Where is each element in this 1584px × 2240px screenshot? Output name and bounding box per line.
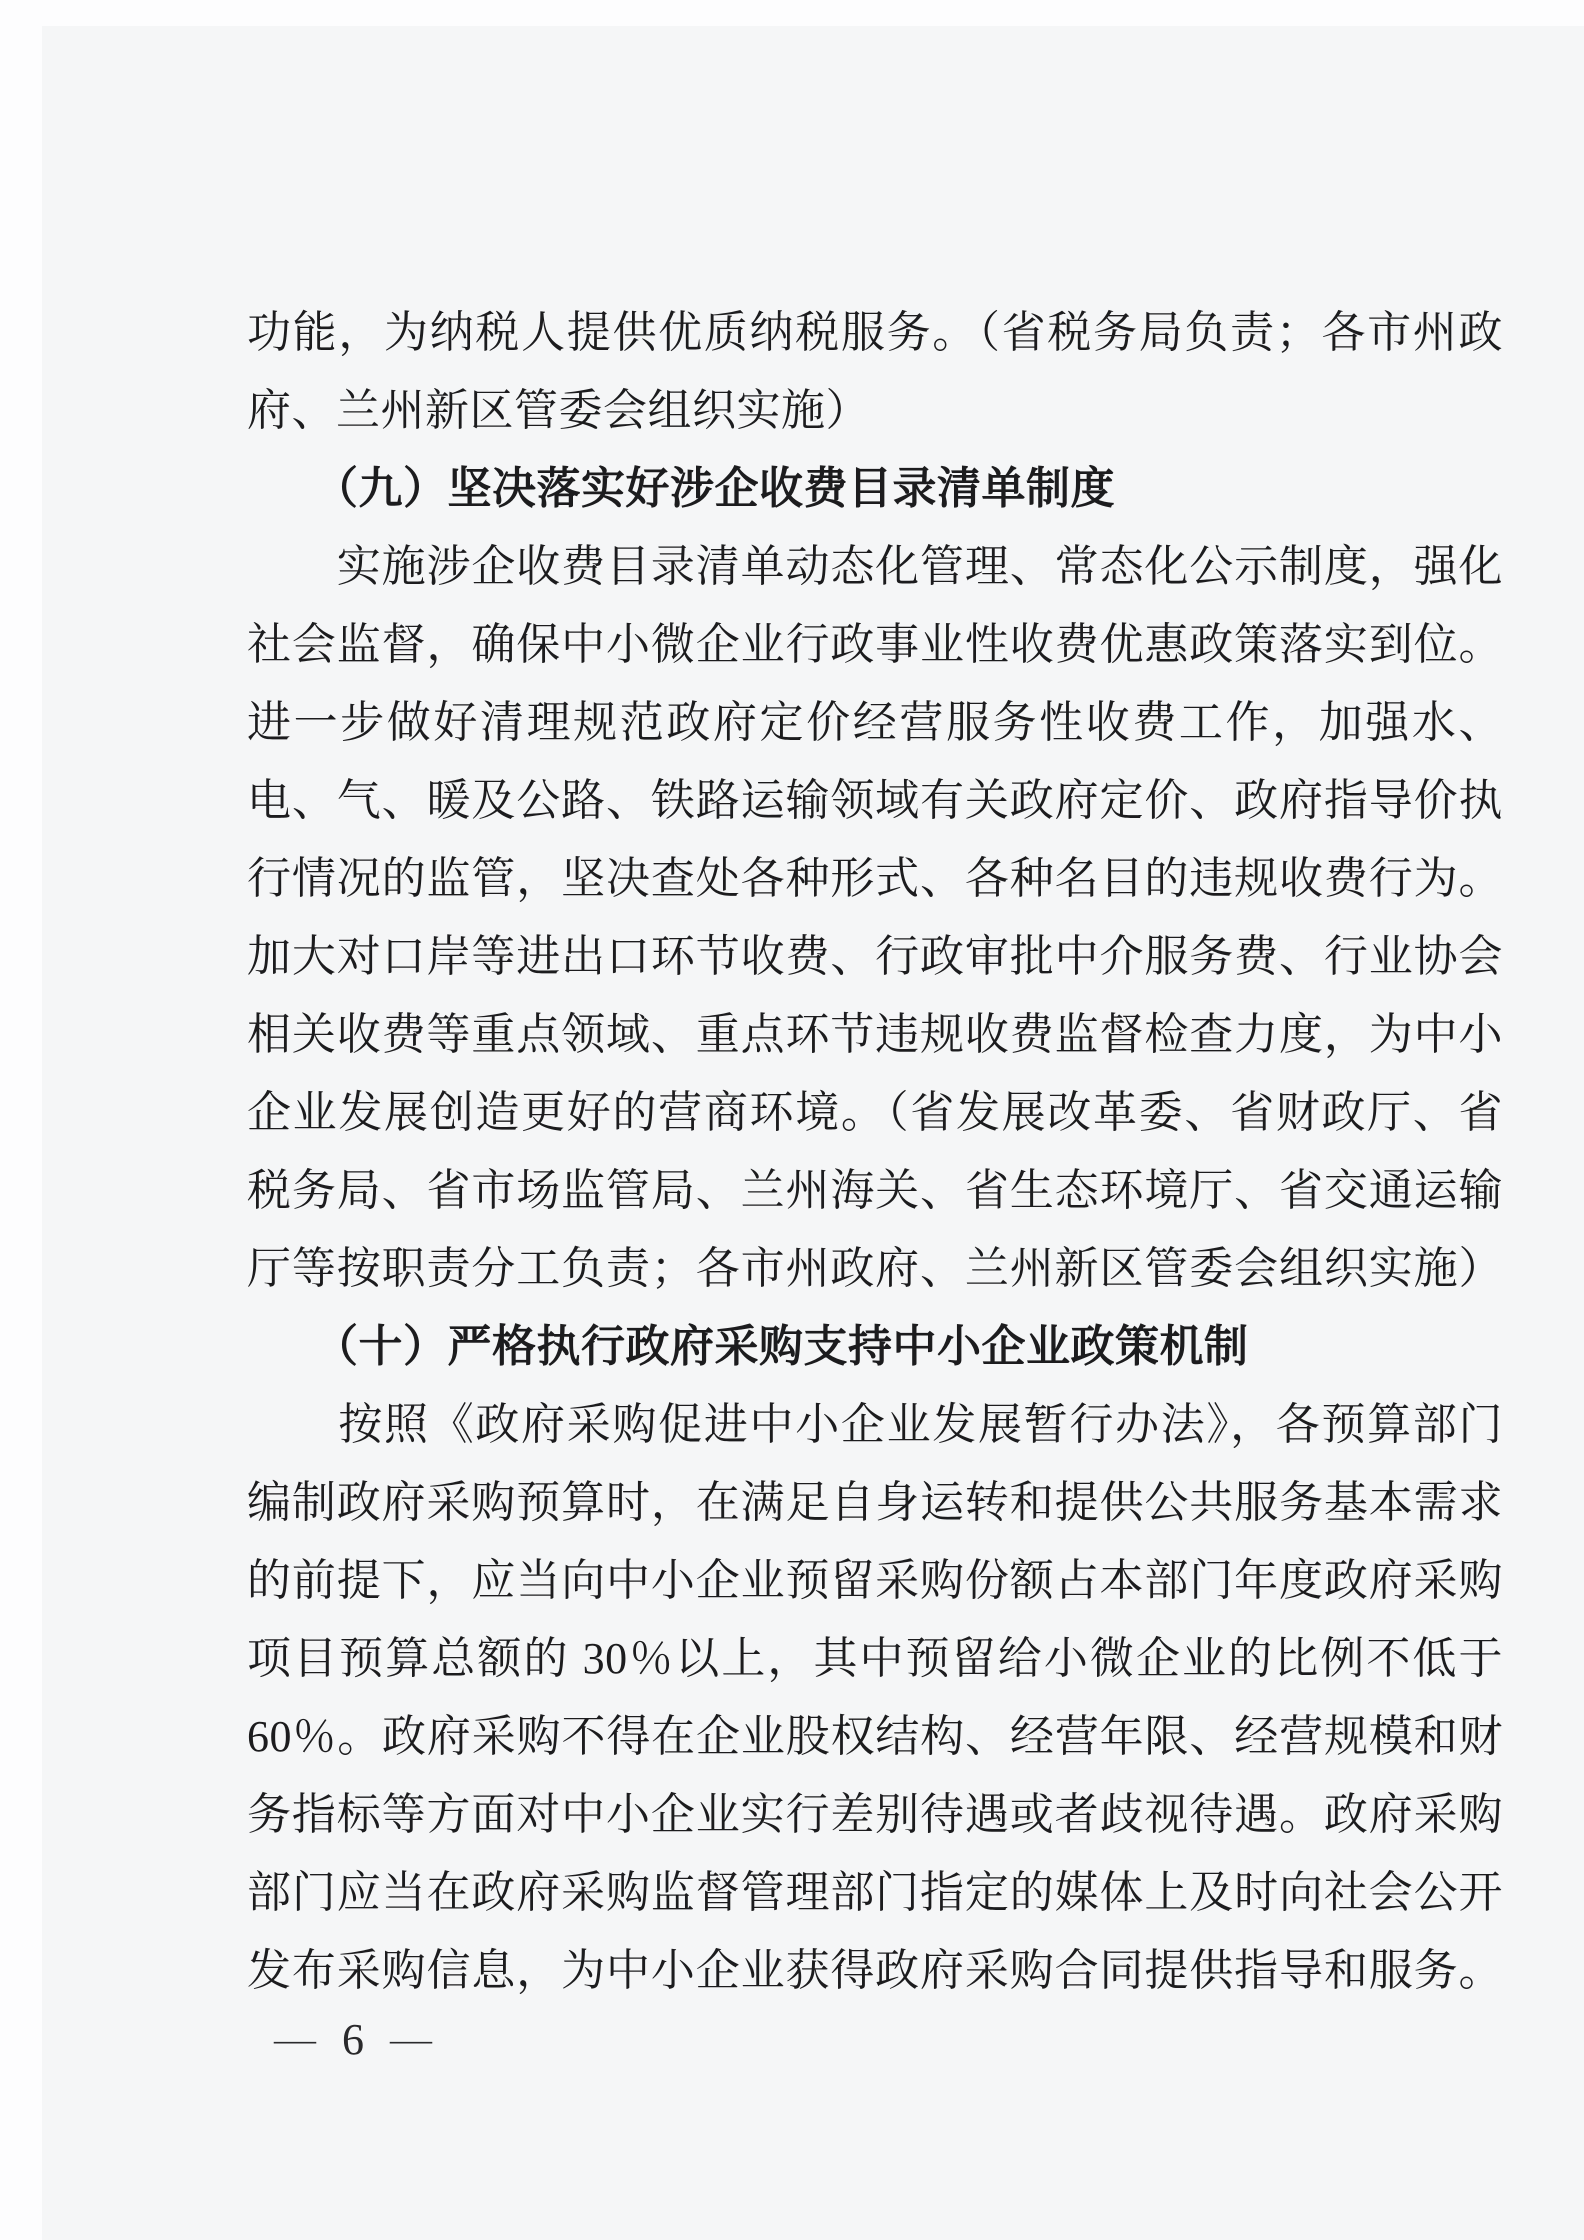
document-page [42, 26, 1584, 2240]
text-line: 相关收费等重点领域、重点环节违规收费监督检查力度，为中小 [247, 1010, 1503, 1059]
page-number: 6 [342, 2015, 364, 2064]
page-footer [274, 2014, 432, 2065]
text-line: 实施涉企收费目录清单动态化管理、常态化公示制度，强化 [247, 542, 1503, 591]
text-line: 加大对口岸等进出口环节收费、行政审批中介服务费、行业协会 [247, 932, 1503, 981]
text-line: 务指标等方面对中小企业实行差别待遇或者歧视待遇。政府采购 [247, 1790, 1503, 1839]
text-line: 发布采购信息，为中小企业获得政府采购合同提供指导和服务。 [247, 1946, 1503, 1995]
text-line: 厅等按职责分工负责；各市州政府、兰州新区管委会组织实施） [247, 1244, 1503, 1293]
text-line: 编制政府采购预算时，在满足自身运转和提供公共服务基本需求 [247, 1478, 1503, 1527]
text-line: 税务局、省市场监管局、兰州海关、省生态环境厅、省交通运输 [247, 1166, 1503, 1215]
text-line: 社会监督，确保中小微企业行政事业性收费优惠政策落实到位。 [247, 620, 1503, 669]
footer-dash-left: — [274, 2021, 316, 2058]
document-content [247, 294, 1503, 2010]
text-line: 行情况的监管，坚决查处各种形式、各种名目的违规收费行为。 [247, 854, 1503, 903]
text-line: 60％。政府采购不得在企业股权结构、经营年限、经营规模和财 [247, 1712, 1503, 1761]
text-line: 的前提下，应当向中小企业预留采购份额占本部门年度政府采购 [247, 1556, 1503, 1605]
text-line: 进一步做好清理规范政府定价经营服务性收费工作，加强水、 [247, 698, 1503, 747]
text-line: 项目预算总额的 30％以上，其中预留给小微企业的比例不低于 [247, 1634, 1503, 1683]
text-line: 电、气、暖及公路、铁路运输领域有关政府定价、政府指导价执 [247, 776, 1503, 825]
footer-dash-right: — [390, 2021, 432, 2058]
text-line: 功能，为纳税人提供优质纳税服务。（省税务局负责；各市州政 [247, 308, 1503, 357]
text-line: 按照《政府采购促进中小企业发展暂行办法》，各预算部门 [247, 1400, 1503, 1449]
heading-line: （十）严格执行政府采购支持中小企业政策机制 [247, 1322, 1249, 1371]
text-line: 企业发展创造更好的营商环境。（省发展改革委、省财政厅、省 [247, 1088, 1503, 1137]
heading-line: （九）坚决落实好涉企收费目录清单制度 [247, 464, 1115, 513]
text-line: 部门应当在政府采购监督管理部门指定的媒体上及时向社会公开 [247, 1868, 1503, 1917]
text-line: 府、兰州新区管委会组织实施） [247, 386, 870, 435]
